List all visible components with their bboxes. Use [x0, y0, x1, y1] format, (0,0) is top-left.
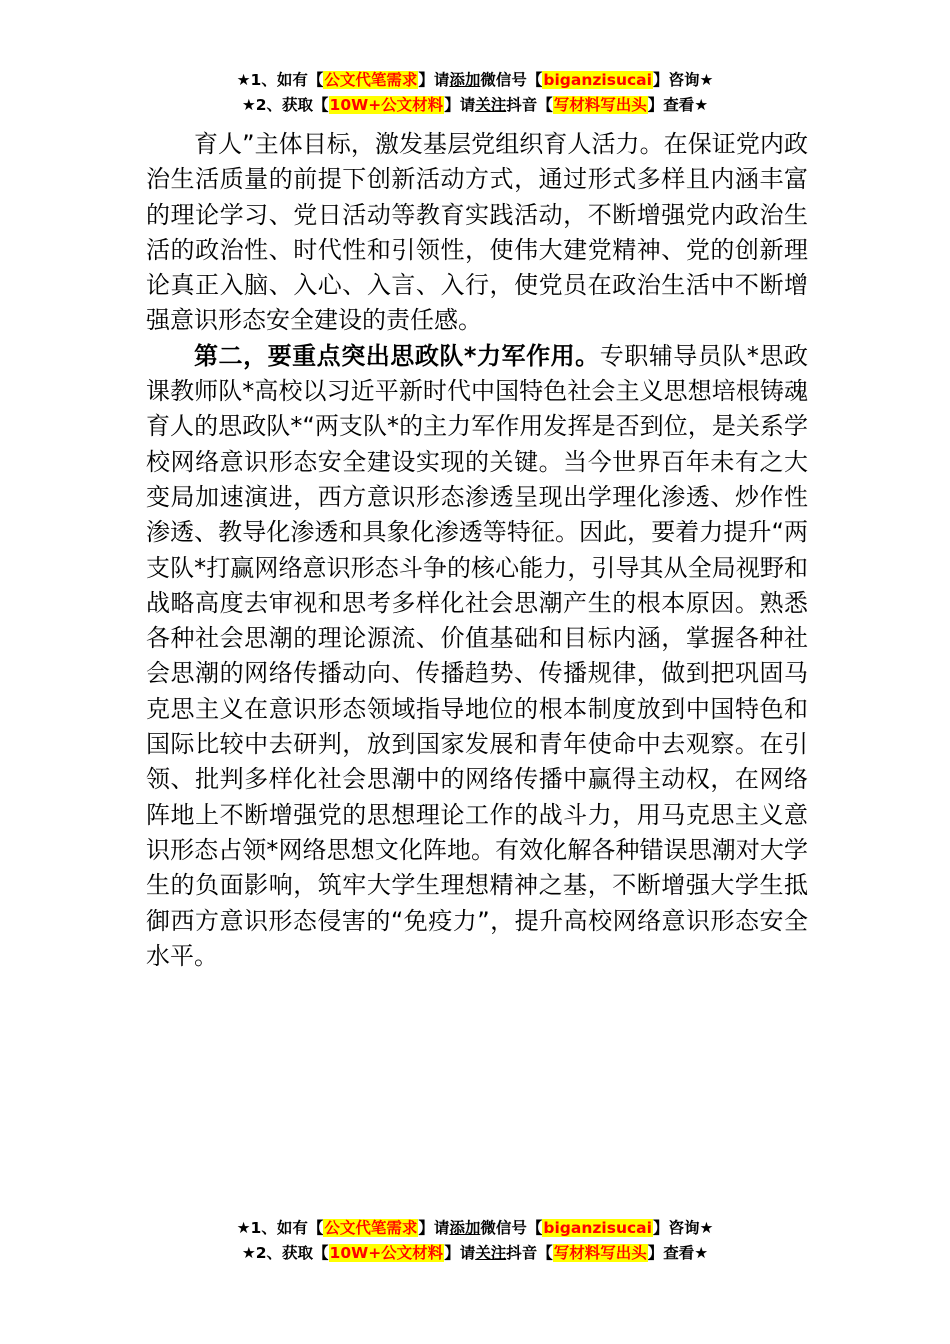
- banner-text: 】请: [444, 96, 476, 114]
- underlined-text: 关注: [475, 1244, 507, 1262]
- highlight-materials: 10W+公文材料: [329, 1244, 444, 1262]
- banner-text: 微信号【: [480, 1219, 543, 1237]
- banner-text: ★1、如有【: [236, 1219, 324, 1237]
- highlight-materials: 10W+公文材料: [329, 96, 444, 114]
- banner-text: ★1、如有【: [236, 71, 324, 89]
- banner-line-2: [0, 1241, 950, 1266]
- highlight-wechat-id: biganzisucai: [543, 1219, 652, 1237]
- highlight-service: 公文代笔需求: [324, 1219, 418, 1237]
- banner-text: 微信号【: [480, 71, 543, 89]
- highlight-account: 写材料写出头: [553, 1244, 647, 1262]
- paragraph-2: [146, 339, 808, 974]
- banner-text: 】查看★: [647, 1244, 709, 1262]
- paragraph-2-body: 专职辅导员队*思政课教师队*高校以习近平新时代中国特色社会主义思想培根铸魂育人的思政队*“两支队*的主力军作用发挥是否到位，是关系学校网络意识形态安全建设实现的关键。当今世界百年未有之大变局加速演进，西方意识形态渗透呈现出学理化渗透、炒作性渗透、教导化渗透和具象化渗透等特征。因此，要着力提升“两支队*打赢网络意识形态斗争的核心能力，引导其从全局视野和战略高度去审视和思考多样化社会思潮产生的根本原因。熟悉各种社会思潮的理论源流、价值基础和目标内涵，掌握各种社会思潮的网络传播动向、传播趋势、传播规律，做到把巩固马克思主义在意识形态领域指导地位的根本制度放到中国特色和国际比较中去研判，放到国家发展和青年使命中去观察。在引领、批判多样化社会思潮中的网络传播中赢得主动权，在网络阵地上不断增强党的思想理论工作的战斗力，用马克思主义意识形态占领*网络思想文化阵地。有效化解各种错误思潮对大学生的负面影响，筑牢大学生理想精神之基，不断增强大学生抵御西方意识形态侵害的“免疫力”，提升高校网络意识形态安全水平。: [146, 341, 808, 970]
- footer-banner: [0, 1216, 950, 1266]
- header-banner: [0, 68, 950, 118]
- document-body: [146, 127, 808, 974]
- highlight-account: 写材料写出头: [553, 96, 647, 114]
- banner-line-1: [0, 68, 950, 93]
- paragraph-2-lead: 第二，要重点突出思政队*力军作用。: [194, 341, 600, 370]
- underlined-text: 添加: [449, 1219, 481, 1237]
- banner-text: 】请: [418, 1219, 450, 1237]
- banner-line-2: [0, 93, 950, 118]
- banner-text: ★2、获取【: [241, 1244, 329, 1262]
- highlight-wechat-id: biganzisucai: [543, 71, 652, 89]
- banner-line-1: [0, 1216, 950, 1241]
- banner-text: 抖音【: [506, 96, 553, 114]
- banner-text: 】请: [444, 1244, 476, 1262]
- underlined-text: 关注: [475, 96, 507, 114]
- banner-text: 】咨询★: [652, 71, 714, 89]
- underlined-text: 添加: [449, 71, 481, 89]
- banner-text: 抖音【: [506, 1244, 553, 1262]
- highlight-service: 公文代笔需求: [324, 71, 418, 89]
- banner-text: 】查看★: [647, 96, 709, 114]
- banner-text: ★2、获取【: [241, 96, 329, 114]
- banner-text: 】咨询★: [652, 1219, 714, 1237]
- paragraph-1: 育人”主体目标，激发基层党组织育人活力。在保证党内政治生活质量的前提下创新活动方式，通过形式多样且内涵丰富的理论学习、党日活动等教育实践活动，不断增强党内政治生活的政治性、时代性和引领性，使伟大建党精神、党的创新理论真正入脑、入心、入言、入行，使党员在政治生活中不断增强意识形态安全建设的责任感。: [146, 130, 808, 335]
- banner-text: 】请: [418, 71, 450, 89]
